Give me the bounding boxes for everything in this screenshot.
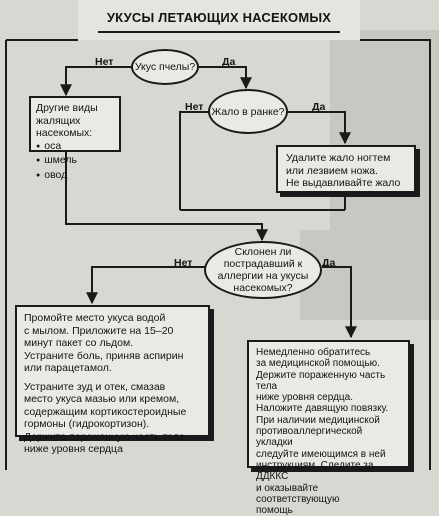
label-yes: Да	[312, 101, 326, 113]
connector-q2-yes	[286, 112, 345, 143]
other-insects-list	[36, 140, 114, 184]
non-allergic-treatment-box	[15, 305, 210, 455]
connector-q2-no	[180, 112, 209, 210]
allergic-emergency-box: Немедленно обратитесь за медицинской помощью. Держите пораженную часть тела ниже уровня сердца. Наложите давящую повязку. При наличии медицинской противоаллергической укладки следуйте имеющимся в ней инструкциям. Следите за ДДККС и оказывайте соответствующую помощь	[247, 340, 410, 468]
list-item: ● шмель	[36, 154, 114, 169]
list-item: ● оса	[36, 140, 114, 155]
label-yes: Да	[222, 56, 236, 68]
decision-stinger-in-wound	[208, 89, 288, 134]
list-item: ● овод	[36, 169, 114, 184]
decision-allergy-prone	[204, 241, 322, 299]
connector-q3-yes	[322, 267, 351, 337]
connector-q1-yes	[197, 67, 246, 88]
label-yes: Да	[322, 257, 336, 269]
decision-allergy-prone-text: Склонен ли пострадавший к аллергии на укусы насекомых?	[217, 246, 309, 294]
label-no: Нет	[185, 101, 204, 113]
label-no: Нет	[174, 257, 193, 269]
label-no: Нет	[95, 56, 114, 68]
remove-stinger-box: Удалите жало ногтем или лезвием ножа. Не выдавливайте жало	[276, 145, 416, 193]
decision-bee-sting-text: Укус пчелы?	[134, 61, 196, 73]
other-insects-box	[29, 96, 121, 181]
decision-stinger-in-wound-text: Жало в ранке?	[211, 105, 285, 118]
connector-q3-no	[92, 267, 205, 303]
treatment-paragraph: Промойте место укуса водой с мылом. Приложите на 15–20 минут пакет со льдом. Устраните боль, приняв аспирин или парацетамол.	[24, 312, 184, 374]
decision-bee-sting	[131, 49, 199, 85]
treatment-paragraph: Устраните зуд и отек, смазав место укуса мазью или кремом, содержащим кортикостероидные гормоны (гидрокортизон). Держите пораженную часть тела ниже уровня сердца	[24, 380, 187, 455]
flowchart-title: УКУСЫ ЛЕТАЮЩИХ НАСЕКОМЫХ	[106, 10, 332, 25]
connector-q1-no	[66, 67, 131, 95]
other-insects-heading: Другие виды жалящих насекомых:	[36, 102, 98, 139]
